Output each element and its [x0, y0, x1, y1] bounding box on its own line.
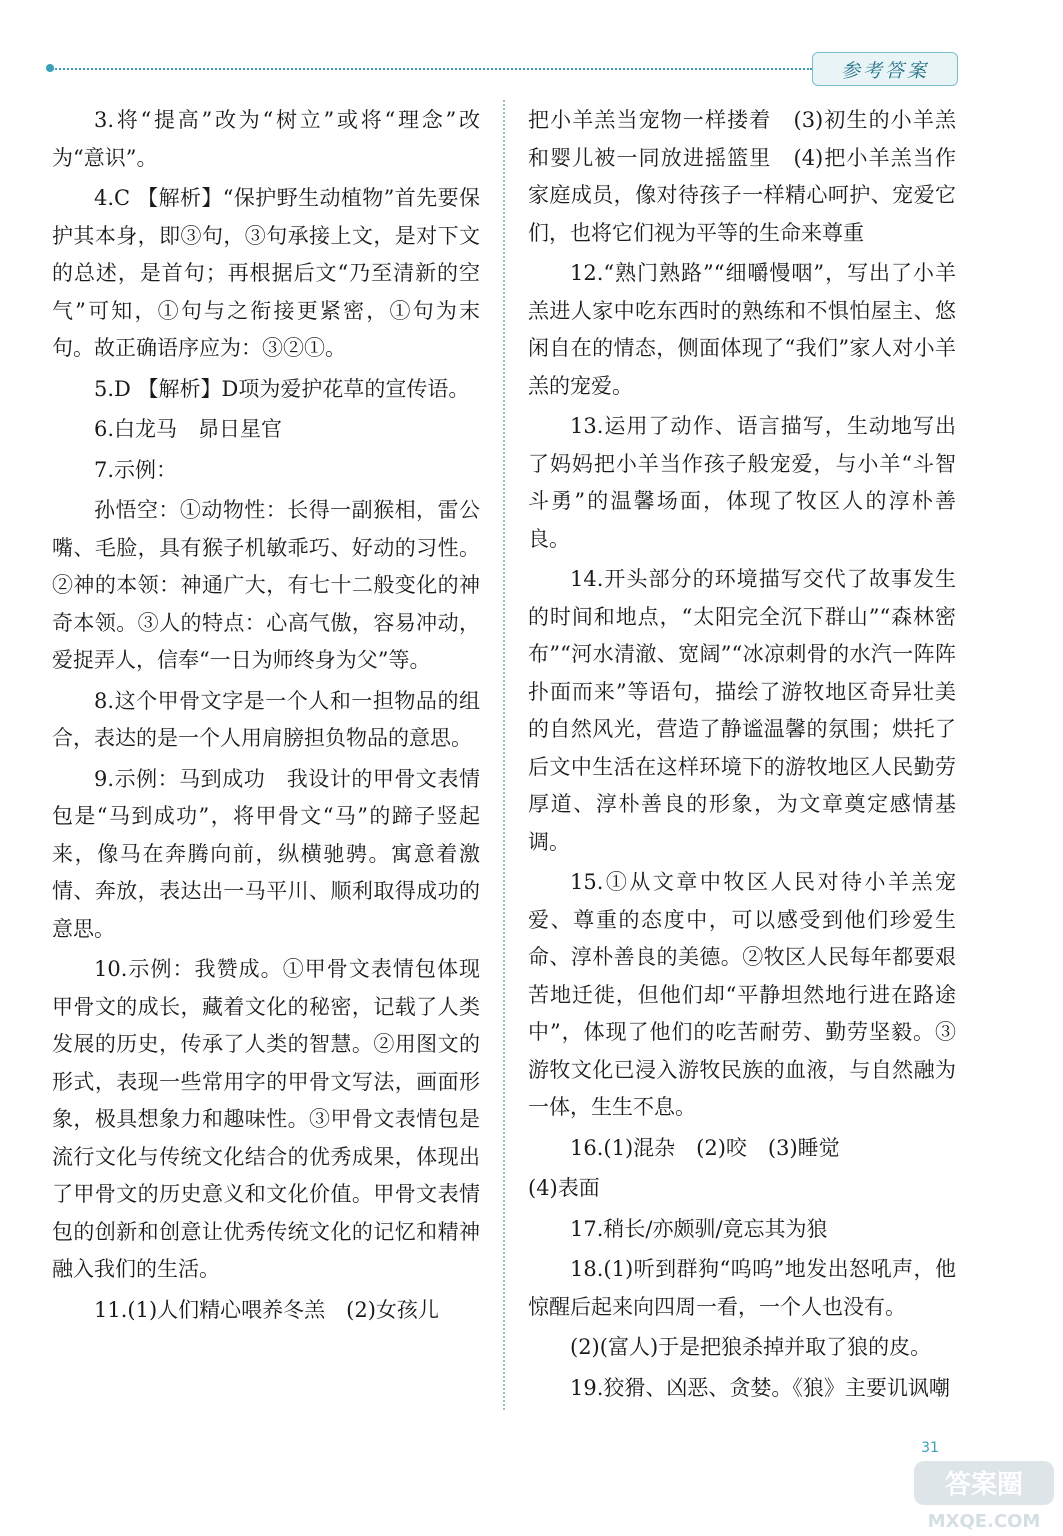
- header-tab-answers: 参考答案: [812, 52, 958, 86]
- answer-10: 10.示例：我赞成。①甲骨文表情包体现甲骨文的成长，藏着文化的秘密，记载了人类发展的历史，传承了人类的智慧。②用图文的形式，表现一些常用字的甲骨文写法，画面形象，极具想象力和趣味性。③甲骨文表情包是流行文化与传统文化结合的优秀成果，体现出了甲骨文的历史意义和文化价值。甲骨文表情包的创新和创意让优秀传统文化的记忆和精神融入我们的生活。: [52, 957, 480, 1281]
- answer-3: 3.将“提高”改为“树立”或将“理念”改为“意识”。: [52, 108, 480, 170]
- answer-11-continued: 把小羊羔当宠物一样搂着 (3)初生的小羊羔和婴儿被一同放进摇篮里 (4)把小羊羔当作家庭成员，像对待孩子一样精心呵护、宠爱它们，也将它们视为平等的生命来尊重: [528, 108, 956, 245]
- page-number: 31: [921, 1440, 939, 1456]
- answer-14: 14.开头部分的环境描写交代了故事发生的时间和地点，“太阳完全沉下群山”“森林密布”“河水清澈、宽阔”“冰凉刺骨的水汽一阵阵扑面而来”等语句，描绘了游牧地区奇异壮美的自然风光，营造了静谧温馨的氛围；烘托了后文中生活在这样环境下的游牧地区人民勤劳厚道、淳朴善良的形象，为文章奠定感情基调。: [528, 567, 956, 854]
- header-dotted-rule: [52, 68, 812, 70]
- answer-4: 4.C 【解析】“保护野生动植物”首先要保护其本身，即③句，③句承接上文，是对下文的总述，是首句；再根据后文“乃至清新的空气”可知，①句与之衔接更紧密，①句为末句。故正确语序应为：③②①。: [52, 186, 480, 360]
- answer-12: 12.“熟门熟路”“细嚼慢咽”，写出了小羊羔进人家中吃东西时的熟练和不惧怕屋主、悠闲自在的情态，侧面体现了“我们”家人对小羊羔的宠爱。: [528, 261, 956, 398]
- answer-16: 16.(1)混杂 (2)咬 (3)睡觉: [570, 1135, 840, 1160]
- answer-15: 15.①从文章中牧区人民对待小羊羔宠爱、尊重的态度中，可以感受到他们珍爱生命、淳朴善良的美德。②牧区人民每年都要艰苦地迁徙，但他们却“平静坦然地行进在路途中”，体现了他们的吃苦耐劳、勤劳坚毅。③游牧文化已浸入游牧民族的血液，与自然融为一体，生生不息。: [528, 870, 956, 1119]
- answer-11-start: 11.(1)人们精心喂养冬羔 (2)女孩儿: [94, 1297, 439, 1322]
- svg-text:MXQE.COM: MXQE.COM: [927, 1511, 1041, 1532]
- answer-13: 13.运用了动作、语言描写，生动地写出了妈妈把小羊当作孩子般宠爱，与小羊“斗智斗勇”的温馨场面，体现了牧区人的淳朴善良。: [528, 414, 956, 551]
- answer-7-label: 7.示例：: [94, 457, 178, 482]
- answer-6: 6.白龙马 昴日星官: [94, 417, 283, 441]
- answer-18-2: (2)(富人)于是把狼杀掉并取了狼的皮。: [570, 1335, 932, 1359]
- answer-18-1: 18.(1)听到群狗“呜呜”地发出怒吼声，他惊醒后起来向四周一看，一个人也没有。: [528, 1257, 956, 1319]
- answer-7-body: 孙悟空：①动物性：长得一副猴相，雷公嘴、毛脸，具有猴子机敏乖巧、好动的习性。②神的本领：神通广大，有七十二般变化的神奇本领。③人的特点：心高气傲，容易冲动，爱捉弄人，信奉“一日为师终身为父”等。: [52, 498, 480, 672]
- answer-17: 17.稍长/亦颇驯/竟忘其为狼: [570, 1216, 828, 1241]
- column-divider: [503, 100, 505, 1410]
- right-column: [528, 102, 956, 1410]
- answer-16-continued: (4)表面: [528, 1176, 600, 1200]
- answer-19: 19.狡猾、凶恶、贪婪。《狼》主要讥讽嘲: [570, 1375, 950, 1400]
- svg-text:答案圈: 答案圈: [944, 1470, 1024, 1500]
- answer-9: 9.示例：马到成功 我设计的甲骨文表情包是“马到成功”，将甲骨文“马”的蹄子竖起来，像马在奔腾向前，纵横驰骋。寓意着激情、奔放，表达出一马平川、顺利取得成功的意思。: [52, 766, 480, 941]
- watermark-logo-icon: [910, 1455, 1060, 1535]
- left-column: [52, 102, 480, 1332]
- answer-5: 5.D 【解析】D项为爱护花草的宣传语。: [94, 376, 470, 401]
- answer-8: 8.这个甲骨文字是一个人和一担物品的组合，表达的是一个人用肩膀担负物品的意思。: [52, 688, 480, 750]
